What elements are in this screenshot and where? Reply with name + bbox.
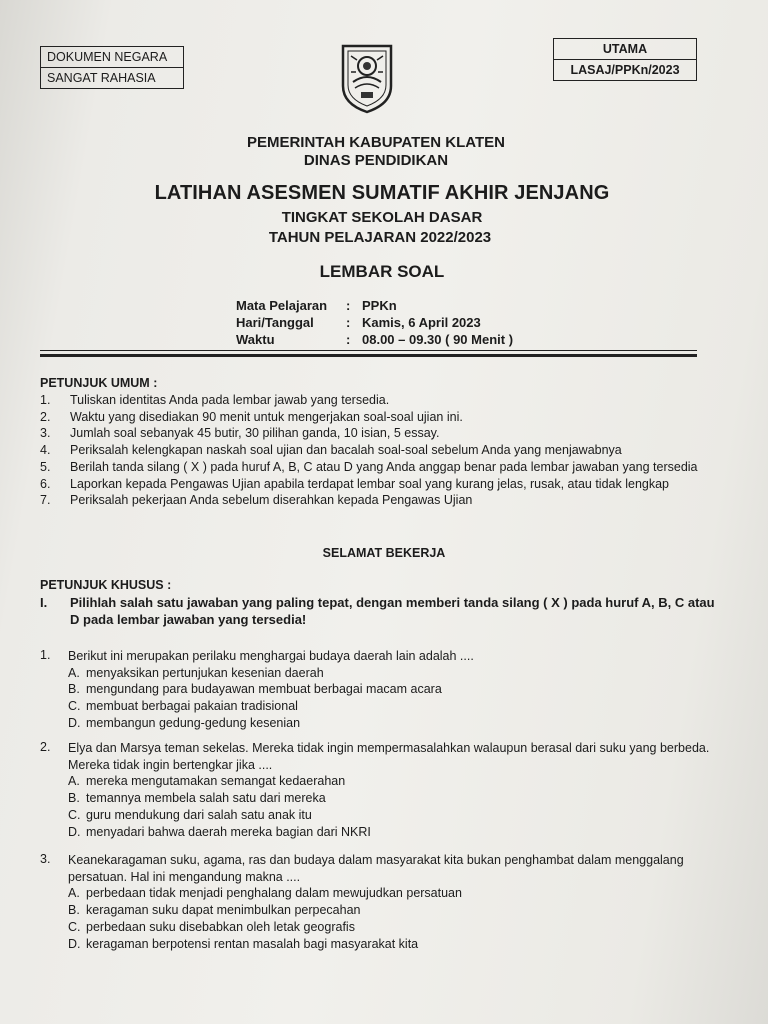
meta-value: PPKn	[362, 298, 397, 313]
question-text: Berikut ini merupakan perilaku menghargai budaya daerah lain adalah ....	[68, 649, 474, 663]
section-number: I.	[40, 595, 48, 610]
classification-line-1: DOKUMEN NEGARA	[47, 50, 168, 64]
general-instructions-list	[40, 392, 730, 509]
divider-thick	[40, 354, 697, 357]
exam-meta	[236, 297, 513, 348]
question-number: 1.	[40, 648, 51, 662]
classification-box	[40, 46, 184, 89]
option-c: C. guru mendukung dari salah satu anak itu	[68, 807, 312, 822]
meta-value: Kamis, 6 April 2023	[362, 315, 481, 330]
section-instruction	[40, 594, 720, 628]
list-item: 7. Periksalah pekerjaan Anda sebelum diserahkan kepada Pengawas Ujian	[40, 493, 473, 508]
option-a: A. perbedaan tidak menjadi penghalang dalam mewujudkan persatuan	[68, 886, 462, 901]
list-item: 6. Laporkan kepada Pengawas Ujian apabila terdapat lembar soal yang kurang jelas, rusak, atau tidak lengkap	[40, 476, 669, 491]
option-b: B. temannya membela salah satu dari mereka	[68, 791, 326, 806]
option-a: A. menyaksikan pertunjukan kesenian daerah	[68, 665, 324, 680]
list-item: 1. Tuliskan identitas Anda pada lembar jawab yang tersedia.	[40, 393, 390, 407]
classification-line-2: SANGAT RAHASIA	[41, 67, 183, 88]
exam-code-label: LASAJ/PPKn/2023	[554, 59, 696, 80]
option-b: B. mengundang para budayawan membuat berbagai macam acara	[68, 682, 442, 697]
question-3	[40, 852, 720, 952]
department-title: DINAS PENDIDIKAN	[303, 152, 449, 169]
government-title: PEMERINTAH KABUPATEN KLATEN	[246, 134, 506, 151]
meta-row-date: Hari/Tanggal : Kamis, 6 April 2023	[236, 315, 481, 330]
list-item: 2. Waktu yang disediakan 90 menit untuk mengerjakan soal-soal ujian ini.	[40, 409, 463, 424]
academic-year: TAHUN PELAJARAN 2022/2023	[268, 229, 492, 246]
klaten-regency-crest-icon	[339, 42, 395, 114]
question-text: Keanekaragaman suku, agama, ras dan budaya dalam masyarakat kita bukan penghambat dalam menggalang persatuan. Hal ini mengandung makna ....	[68, 853, 684, 884]
specific-instructions-heading: PETUNJUK KHUSUS :	[40, 578, 172, 592]
meta-key: Hari/Tanggal	[236, 315, 314, 330]
meta-key: Waktu	[236, 332, 275, 347]
option-d: D. keragaman berpotensi rentan masalah bagi masyarakat kita	[68, 936, 419, 951]
option-d: D. membangun gedung-gedung kesenian	[68, 715, 301, 730]
exam-type-label: UTAMA	[602, 42, 648, 56]
question-1	[40, 648, 720, 732]
question-2	[40, 740, 720, 840]
meta-row-time: Waktu : 08.00 – 09.30 ( 90 Menit )	[236, 332, 514, 347]
general-instructions-heading: PETUNJUK UMUM :	[40, 376, 158, 390]
exam-code-box	[553, 38, 697, 81]
option-c: C. membuat berbagai pakaian tradisional	[68, 699, 298, 714]
question-number: 3.	[40, 852, 51, 866]
meta-row-subject: Mata Pelajaran : PPKn	[236, 298, 397, 313]
meta-value: 08.00 – 09.30 ( 90 Menit )	[362, 332, 514, 347]
option-d: D. menyadari bahwa daerah mereka bagian dari NKRI	[68, 824, 371, 839]
list-item: 4. Periksalah kelengkapan naskah soal ujian dan bacalah soal-soal sebelum Anda yang menjawabnya	[40, 443, 622, 458]
school-level: TINGKAT SEKOLAH DASAR	[281, 209, 483, 226]
option-b: B. keragaman suku dapat menimbulkan perpecahan	[68, 903, 361, 918]
meta-key: Mata Pelajaran	[236, 298, 328, 313]
option-c: C. perbedaan suku disebabkan oleh letak geografis	[68, 919, 355, 934]
section-instruction-text: Pilihlah salah satu jawaban yang paling tepat, dengan memberi tanda silang ( X ) pada huruf A, B, C atau D pada lembar jawaban yang tersedia!	[70, 595, 715, 627]
question-text: Elya dan Marsya teman sekelas. Mereka tidak ingin mempermasalahkan walaupun berasal dari suku yang berbeda. Mereka tidak ingin bertengkar jika ....	[68, 741, 710, 772]
question-number: 2.	[40, 740, 51, 754]
exam-title: LATIHAN ASESMEN SUMATIF AKHIR JENJANG	[154, 182, 610, 204]
sheet-title: LEMBAR SOAL	[319, 262, 445, 281]
divider-thin	[40, 350, 697, 351]
option-a: A. mereka mengutamakan semangat kedaerahan	[68, 774, 346, 789]
good-luck-text: SELAMAT BEKERJA	[322, 546, 446, 560]
list-item: 5. Berilah tanda silang ( X ) pada huruf A, B, C atau D yang Anda anggap benar pada lembar jawaban yang tersedia	[40, 459, 698, 474]
list-item: 3. Jumlah soal sebanyak 45 butir, 30 pilihan ganda, 10 isian, 5 essay.	[40, 426, 440, 441]
